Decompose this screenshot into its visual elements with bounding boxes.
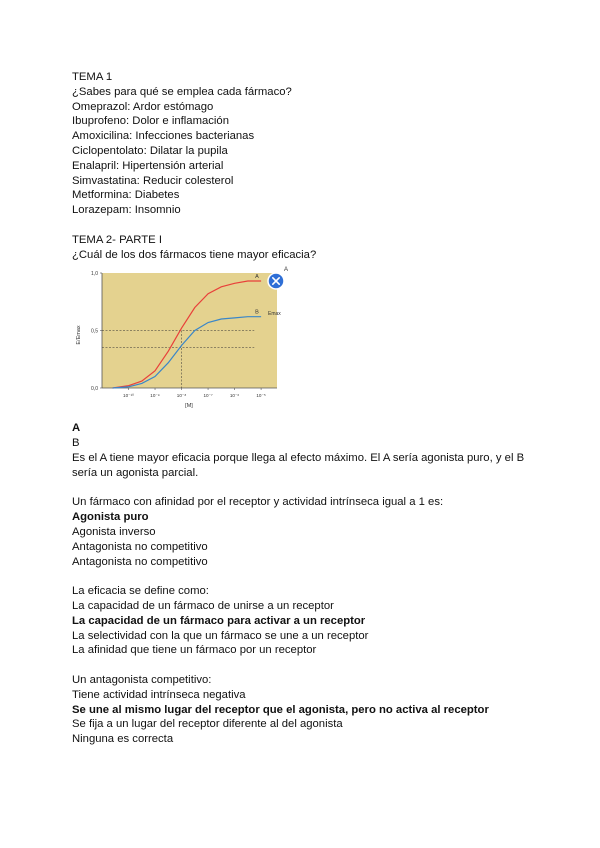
x-tick-label: 10⁻¹⁰ — [123, 393, 134, 399]
drug-item: Simvastatina: Reducir colesterol — [72, 174, 234, 187]
answer-option-b: B — [72, 437, 80, 450]
q3-question: Un antagonista competitivo: — [72, 673, 212, 686]
x-tick-label: 10⁻⁵ — [256, 393, 266, 399]
drug-item: Amoxicilina: Infecciones bacterianas — [72, 130, 255, 143]
tema1-question: ¿Sabes para qué se emplea cada fármaco? — [72, 85, 292, 98]
y-tick-label: 0,0 — [91, 386, 98, 393]
q2-question: La eficacia se define como: — [72, 585, 209, 598]
drug-item: Ciclopentolato: Dilatar la pupila — [72, 144, 228, 157]
y-tick-label: 0,5 — [91, 328, 98, 335]
callout-label: A — [284, 267, 289, 274]
q3-option: Se fija a un lugar del receptor diferente al del agonista — [72, 718, 343, 731]
tema1-heading: TEMA 1 — [72, 71, 113, 83]
dose-response-chart — [72, 265, 292, 415]
x-tick-label: 10⁻⁹ — [150, 393, 160, 399]
q1-option: Antagonista no competitivo — [72, 540, 208, 553]
q2-option: La selectividad con la que un fármaco se une a un receptor — [72, 629, 369, 642]
drug-item: Omeprazol: Ardor estómago — [72, 100, 214, 113]
q1-option-correct: Agonista puro — [72, 511, 149, 524]
tema2-heading: TEMA 2- PARTE I — [72, 233, 162, 246]
q1-option: Agonista inverso — [72, 525, 156, 538]
q2-option-correct: La capacidad de un fármaco para activar a un receptor — [72, 614, 366, 627]
answer-option-a: A — [72, 422, 81, 435]
q1-question: Un fármaco con afinidad por el receptor y actividad intrínseca igual a 1 es: — [72, 496, 444, 509]
y-axis-label: E/Emax — [76, 325, 82, 345]
q2-option: La capacidad de un fármaco de unirse a un receptor — [72, 599, 334, 612]
x-tick-label: 10⁻⁷ — [203, 393, 213, 399]
chart-svg — [72, 265, 292, 415]
x-tick-label: 10⁻⁶ — [229, 393, 240, 399]
drug-item: Metformina: Diabetes — [72, 189, 180, 202]
q3-option: Ninguna es correcta — [72, 733, 174, 746]
drug-item: Enalapril: Hipertensión arterial — [72, 159, 224, 172]
x-tick-label: 10⁻⁸ — [176, 393, 187, 399]
series-label-b: B — [255, 310, 259, 317]
x-axis-label: [M] — [185, 403, 193, 410]
document-page — [72, 70, 542, 747]
series-label-a: A — [255, 274, 259, 281]
emax-label: Emax — [268, 311, 281, 318]
q1-option: Antagonista no competitivo — [72, 555, 208, 568]
drug-item: Lorazepam: Insomnio — [72, 204, 181, 217]
drug-item: Ibuprofeno: Dolor e inflamación — [72, 115, 229, 128]
q3-option-correct: Se une al mismo lugar del receptor que el agonista, pero no activa al receptor — [72, 703, 489, 716]
q2-option: La afinidad que tiene un fármaco por un receptor — [72, 644, 317, 657]
tema2-explanation: Es el A tiene mayor eficacia porque llega al efecto máximo. El A sería agonista puro, y el B sería un agonista parcial. — [72, 451, 525, 479]
close-badge-icon[interactable] — [268, 273, 284, 289]
y-tick-label: 1,0 — [91, 271, 98, 278]
q3-option: Tiene actividad intrínseca negativa — [72, 688, 246, 701]
tema2-question: ¿Cuál de los dos fármacos tiene mayor eficacia? — [72, 248, 317, 261]
